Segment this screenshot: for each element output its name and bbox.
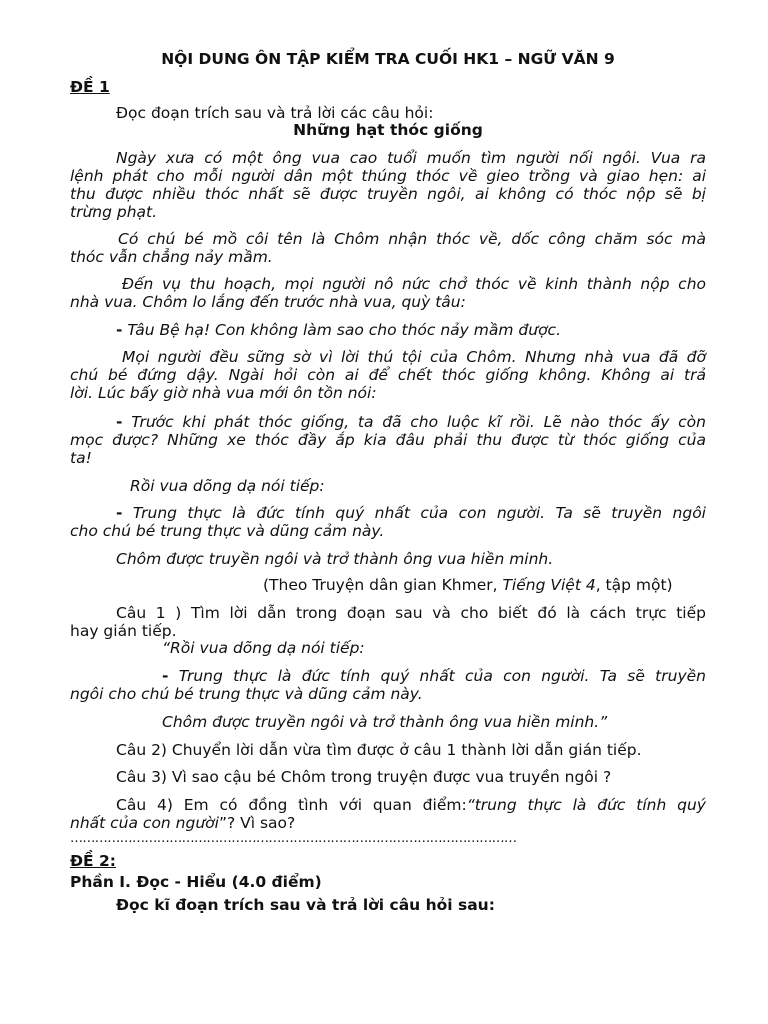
question-text: Câu 4) Em có đồng tình với quan điểm:: [116, 796, 467, 814]
quote-text: Trung thực là đức tính quý nhất của con người. Ta sẽ truyền: [178, 667, 706, 685]
question-4: [116, 796, 706, 814]
instruction-de1: Đọc đoạn trích sau và trả lời các câu hỏi:: [116, 104, 434, 122]
paragraph-line: lệnh phát cho mỗi người dân một thúng thóc về gieo trồng và giao hẹn: ai: [70, 167, 706, 185]
paragraph-line: thóc vẫn chẳng nảy mầm.: [70, 248, 273, 266]
quote-line: [162, 667, 706, 685]
document-title: NỘI DUNG ÔN TẬP KIỂM TRA CUỐI HK1 – NGỮ VĂN 9: [161, 50, 615, 68]
dialogue-dash: -: [116, 321, 123, 339]
dialogue-line: [116, 504, 706, 522]
section-heading-de1: ĐỀ 1: [70, 78, 110, 96]
dialogue-dash: -: [116, 413, 123, 431]
paragraph-line: cho chú bé trung thực và dũng cảm này.: [70, 522, 385, 540]
paragraph-line: Có chú bé mồ côi tên là Chôm nhận thóc về, dốc công chăm sóc mà: [118, 230, 706, 248]
quote-line: ngôi cho chú bé trung thực và dũng cảm này.: [70, 685, 423, 703]
question-2: Câu 2) Chuyển lời dẫn vừa tìm được ở câu 1 thành lời dẫn gián tiếp.: [116, 741, 642, 759]
source-book: Tiếng Việt 4: [502, 576, 596, 594]
dialogue-text: Trước khi phát thóc giống, ta đã cho luộc kĩ rồi. Lẽ nào thóc ấy còn: [131, 413, 706, 431]
paragraph-line: mọc được? Những xe thóc đầy ắp kia đâu phải thu được từ thóc giống của: [70, 431, 706, 449]
dialogue-text: Tâu Bệ hạ! Con không làm sao cho thóc nảy mầm được.: [127, 321, 561, 339]
question-3: Câu 3) Vì sao cậu bé Chôm trong truyện được vua truyền ngôi ?: [116, 768, 612, 786]
dialogue-dash: -: [116, 504, 123, 522]
question-1: Câu 1 ) Tìm lời dẫn trong đoạn sau và cho biết đó là cách trực tiếp: [116, 604, 706, 622]
dialogue-line: [116, 413, 706, 431]
instruction-de2: Đọc kĩ đoạn trích sau và trả lời câu hỏi sau:: [116, 896, 495, 914]
source-citation: [263, 576, 673, 594]
paragraph-line: Rồi vua dõng dạ nói tiếp:: [130, 477, 325, 495]
section-heading-de2: ĐỀ 2:: [70, 852, 116, 870]
paragraph-line: Ngày xưa có một ông vua cao tuổi muốn tìm người nối ngôi. Vua ra: [116, 149, 706, 167]
paragraph-line: trừng phạt.: [70, 203, 158, 221]
quote-line: Chôm được truyền ngôi và trở thành ông vua hiền minh.”: [162, 713, 608, 731]
part-heading: Phần I. Đọc - Hiểu (4.0 điểm): [70, 873, 322, 891]
source-text: (Theo Truyện dân gian Khmer,: [263, 576, 503, 594]
source-text: , tập một): [595, 576, 673, 594]
dialogue-dash: -: [162, 667, 169, 685]
paragraph-line: nhà vua. Chôm lo lắng đến trước nhà vua, quỳ tâu:: [70, 293, 466, 311]
question-text: ”? Vì sao?: [218, 814, 296, 832]
dotted-separator: ………………………………………………………………………………………………: [70, 831, 517, 846]
question-quote: nhất của con người: [70, 814, 219, 832]
paragraph-line: Mọi người đều sững sờ vì lời thú tội của Chôm. Nhưng nhà vua đã đỡ: [122, 348, 706, 366]
dialogue-line: [116, 321, 561, 339]
question-quote: “trung thực là đức tính quý: [466, 796, 706, 814]
paragraph-line: Chôm được truyền ngôi và trở thành ông vua hiền minh.: [116, 550, 554, 568]
paragraph-line: lời. Lúc bấy giờ nhà vua mới ôn tồn nói:: [70, 384, 377, 402]
dialogue-text: Trung thực là đức tính quý nhất của con người. Ta sẽ truyền ngôi: [132, 504, 706, 522]
quote-line: “Rồi vua dõng dạ nói tiếp:: [162, 639, 365, 657]
paragraph-line: Đến vụ thu hoạch, mọi người nô nức chở thóc về kinh thành nộp cho: [122, 275, 706, 293]
story-title: Những hạt thóc giống: [293, 121, 483, 139]
paragraph-line: thu được nhiều thóc nhất sẽ được truyền ngôi, ai không có thóc nộp sẽ bị: [70, 185, 706, 203]
paragraph-line: chú bé đứng dậy. Ngài hỏi còn ai để chết thóc giống không. Không ai trả: [70, 366, 706, 384]
question-1-line: hay gián tiếp.: [70, 622, 177, 640]
paragraph-line: ta!: [70, 449, 92, 467]
